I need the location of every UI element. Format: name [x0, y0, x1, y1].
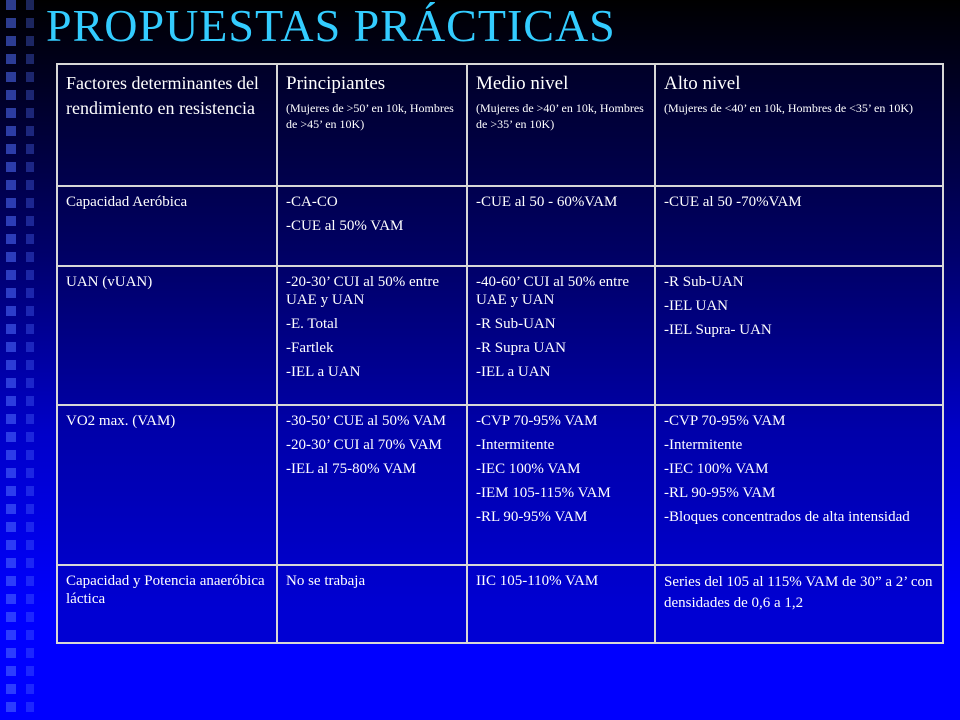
cell-line: -RL 90-95% VAM — [664, 484, 776, 501]
principiantes-cell — [277, 405, 467, 565]
cell-line: -IEL a UAN — [476, 364, 551, 381]
factor-cell: Capacidad y Potencia anaeróbica láctica — [57, 565, 277, 643]
cell-line: -Intermitente — [664, 436, 743, 453]
cell-line: -R Sub-UAN — [664, 274, 744, 291]
principiantes-cell — [277, 186, 467, 266]
factor-cell: UAN (vUAN) — [57, 266, 277, 404]
medio-cell — [467, 186, 655, 266]
principiantes-cell — [277, 565, 467, 643]
cell-line: -CUE al 50% VAM — [286, 218, 404, 235]
cell-line: -IEC 100% VAM — [476, 460, 581, 477]
cell-line: -40-60’ CUI al 50% entre UAE y UAN — [476, 274, 630, 309]
cell-line: -IEL Supra- UAN — [664, 322, 772, 339]
header-alto-cell — [655, 64, 943, 186]
cell-line: -IEL al 75-80% VAM — [286, 460, 417, 477]
training-table — [56, 63, 944, 644]
decorative-square-pattern — [0, 0, 46, 720]
cell-line: -IEL a UAN — [286, 364, 361, 381]
cell-line: -CVP 70-95% VAM — [664, 412, 786, 429]
factor-cell: VO2 max. (VAM) — [57, 405, 277, 565]
alto-cell — [655, 405, 943, 565]
cell-line: -CUE al 50 - 60%VAM — [476, 194, 618, 211]
header-level-name: Medio nivel — [476, 73, 569, 94]
table-header-row — [57, 64, 943, 186]
factor-cell: Capacidad Aeróbica — [57, 186, 277, 266]
header-level-criteria: (Mujeres de >40’ en 10k, Hombres de >35’ en 10K) — [476, 101, 644, 131]
cell-line: -IEC 100% VAM — [664, 460, 769, 477]
table-row — [57, 565, 943, 643]
header-factor-label: Factores determinantes del rendimiento en resistencia — [66, 73, 259, 118]
cell-line: -E. Total — [286, 316, 338, 333]
header-medio-cell — [467, 64, 655, 186]
medio-cell — [467, 405, 655, 565]
cell-line: -R Sub-UAN — [476, 316, 556, 333]
cell-line: -IEM 105-115% VAM — [476, 484, 611, 501]
cell-line: -IEL UAN — [664, 298, 729, 315]
header-principiantes-cell — [277, 64, 467, 186]
cell-line: -30-50’ CUE al 50% VAM — [286, 412, 446, 429]
cell-line: -CUE al 50 -70%VAM — [664, 194, 802, 211]
header-level-name: Principiantes — [286, 73, 386, 94]
cell-line: -CA-CO — [286, 194, 338, 211]
alto-cell — [655, 186, 943, 266]
alto-cell — [655, 266, 943, 404]
medio-cell — [467, 266, 655, 404]
slide-title: PROPUESTAS PRÁCTICAS — [46, 0, 616, 51]
cell-line: -RL 90-95% VAM — [476, 508, 588, 525]
cell-line: -20-30’ CUI al 50% entre UAE y UAN — [286, 274, 440, 309]
cell-line: -Bloques concentrados de alta intensidad — [664, 508, 910, 525]
cell-line: No se trabaja — [286, 572, 366, 589]
header-level-name: Alto nivel — [664, 73, 741, 94]
header-factor-cell — [57, 64, 277, 186]
table-row — [57, 186, 943, 266]
principiantes-cell — [277, 266, 467, 404]
cell-line: Series del 105 al 115% VAM de 30” a 2’ con densidades de 0,6 a 1,2 — [664, 573, 933, 611]
cell-line: -Fartlek — [286, 340, 334, 357]
medio-cell — [467, 565, 655, 643]
alto-cell — [655, 565, 943, 643]
cell-line: -20-30’ CUI al 70% VAM — [286, 436, 442, 453]
cell-line: IIC 105-110% VAM — [476, 572, 599, 589]
table-row — [57, 266, 943, 404]
table-row — [57, 405, 943, 565]
cell-line: -R Supra UAN — [476, 340, 566, 357]
cell-line: -CVP 70-95% VAM — [476, 412, 598, 429]
cell-line: -Intermitente — [476, 436, 555, 453]
header-level-criteria: (Mujeres de >50’ en 10k, Hombres de >45’ en 10K) — [286, 101, 454, 131]
header-level-criteria: (Mujeres de <40’ en 10k, Hombres de <35’ en 10K) — [664, 101, 914, 115]
